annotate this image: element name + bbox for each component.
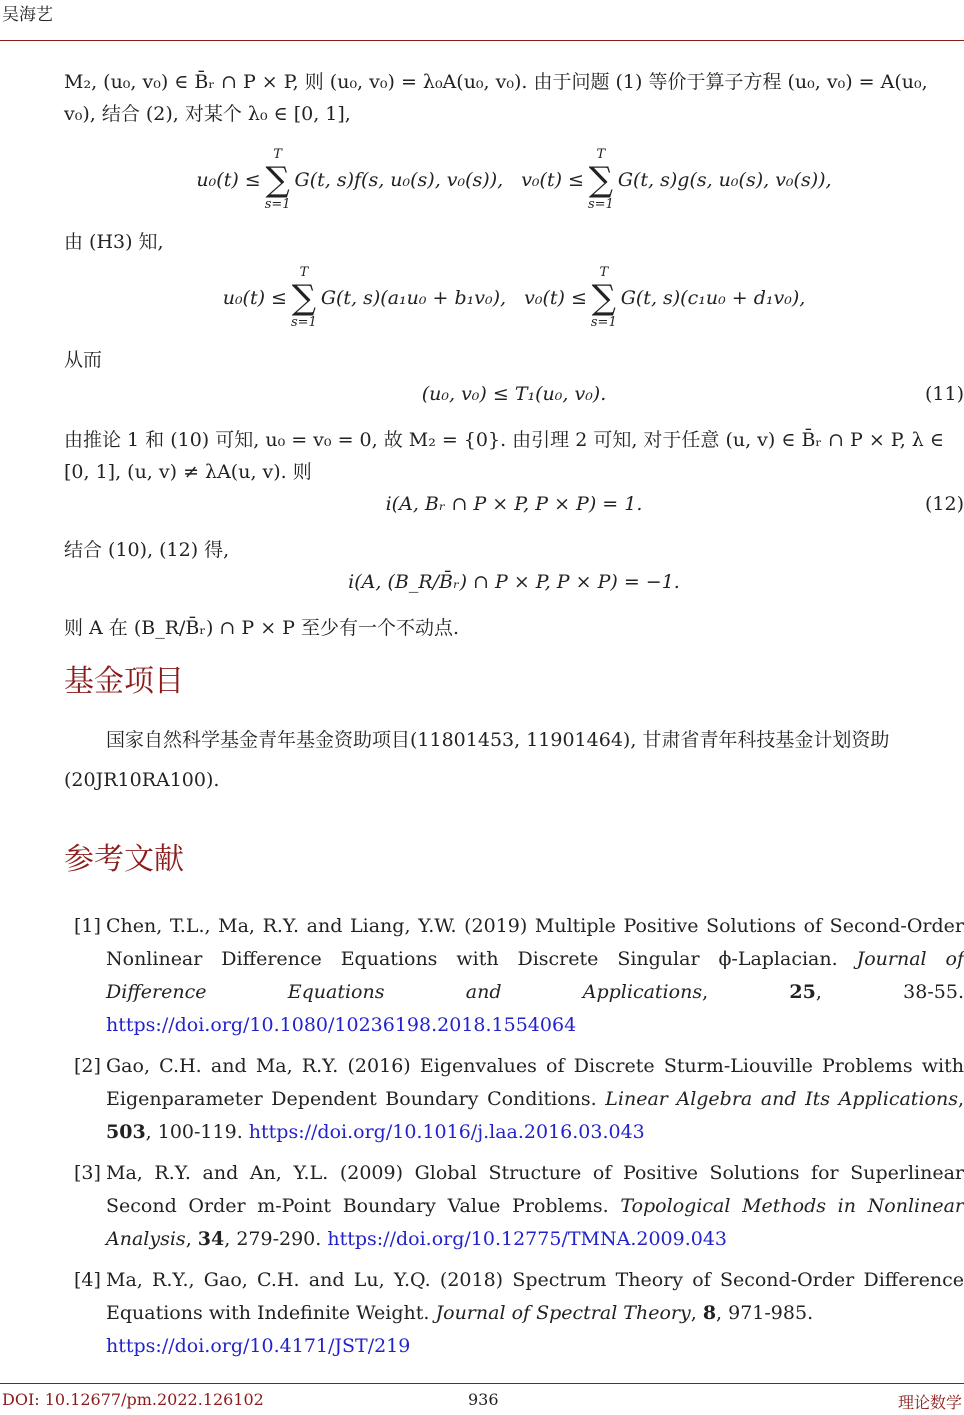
sum-op: ∑ (588, 160, 614, 200)
sum-upper: T (299, 265, 309, 280)
eq2-left-term: G(t, s)(a₁u₀ + b₁v₀), (320, 287, 507, 309)
eq1-right-term: G(t, s)g(s, u₀(s), v₀(s)), (617, 169, 832, 191)
sum-symbol (588, 147, 614, 213)
sum-op: ∑ (265, 160, 290, 200)
paragraph-4: 由推论 1 和 (10) 可知, u₀ = v₀ = 0, 故 M₂ = {0}. 由引理 2 可知, 对于任意 (u, v) ∈ B̄ᵣ ∩ P × P, λ ∈ [0, 1], (u, v) ≠ λA(u, v). 则 (64, 429, 944, 483)
reference-body: Ma, R.Y., Gao, C.H. and Lu, Y.Q. (2018) Spectrum Theory of Second-Order Difference Equations with Indefinite Weight. Journal of Spectral Theory, 8, 971-985. https://doi.org/10.4171/JST/219 (106, 1269, 964, 1357)
footer-journal: 理论数学 (897, 1393, 962, 1412)
reference-pages: , 971-985. (716, 1302, 814, 1324)
reference-index: [4] (74, 1269, 101, 1291)
reference-journal: Linear Algebra and Its Applications (605, 1088, 958, 1110)
eq1-right-lhs: v₀(t) ≤ (521, 169, 584, 191)
reference-text: Ma, R.Y., Gao, C.H. and Lu, Y.Q. (2018) Spectrum Theory of Second-Order Difference Equations with Indefinite Weight. (106, 1269, 964, 1324)
equation-2 (64, 258, 964, 338)
reference-text: Gao, C.H. and Ma, R.Y. (2016) Eigenvalues of Discrete Sturm-Liouville Problems with Eigenparameter Dependent Boundary Conditions. (106, 1055, 964, 1110)
reference-body: Chen, T.L., Ma, R.Y. and Liang, Y.W. (2019) Multiple Positive Solutions of Second-Order Nonlinear Difference Equations with Discrete Singular ϕ-Laplacian. Journal of Difference Equations and Applications, 25, 38-55. https://doi.org/10.1080/10236198.2018.1554064 (106, 915, 964, 1036)
eq2-left (223, 265, 506, 331)
sum-op: ∑ (291, 278, 317, 318)
reference-body: Gao, C.H. and Ma, R.Y. (2016) Eigenvalues of Discrete Sturm-Liouville Problems with Eigenparameter Dependent Boundary Conditions. Linear Algebra and Its Applications, 503, 100-119. https://doi.org/10.1016/j.laa.2016.03.043 (106, 1055, 964, 1143)
reference-doi-link[interactable]: https://doi.org/10.1016/j.laa.2016.03.043 (248, 1121, 645, 1143)
reference-index: [3] (74, 1162, 101, 1184)
reference-item (64, 1157, 964, 1256)
eq11-text: (u₀, v₀) ≤ T₁(u₀, v₀). (421, 383, 607, 405)
eq2-right-lhs: v₀(t) ≤ (524, 287, 587, 309)
eq12-text: i(A, Bᵣ ∩ P × P, P × P) = 1. (385, 493, 643, 515)
paragraph-3: 从而 (64, 349, 103, 371)
reference-list (64, 910, 964, 1363)
sum-lower: s=1 (587, 197, 614, 212)
fund-text: 国家自然科学基金青年基金资助项目(11801453, 11901464), 甘肃省青年科技基金计划资助(20JR10RA100). (64, 729, 890, 791)
reference-volume: 503 (106, 1121, 146, 1143)
reference-index: [1] (74, 915, 101, 937)
page-footer (0, 1383, 964, 1415)
page-header (0, 0, 964, 41)
eq2-right-term: G(t, s)(c₁u₀ + d₁v₀), (620, 287, 806, 309)
paragraph-1: M₂, (u₀, v₀) ∈ B̄ᵣ ∩ P × P, 则 (u₀, v₀) = λ₀A(u₀, v₀). 由于问题 (1) 等价于算子方程 (u₀, v₀) = A(u₀, v₀), 结合 (2), 对某个 λ₀ ∈ [0, 1], (64, 71, 928, 125)
reference-volume: 34 (197, 1228, 225, 1250)
sum-lower: s=1 (590, 315, 617, 330)
fund-heading: 基金项目 (64, 664, 184, 699)
eq1-left-term: G(t, s)f(s, u₀(s), v₀(s)), (294, 169, 504, 191)
eq1-right (521, 147, 831, 213)
sum-symbol (291, 265, 317, 331)
reference-doi-link[interactable]: https://doi.org/10.1080/10236198.2018.1554064 (106, 1014, 577, 1036)
equation-13 (64, 566, 964, 598)
eq2-left-lhs: u₀(t) ≤ (222, 287, 287, 309)
reference-doi-link[interactable]: https://doi.org/10.4171/JST/219 (106, 1335, 411, 1357)
eq13-text: i(A, (B_R/B̄ᵣ) ∩ P × P, P × P) = −1. (348, 571, 680, 593)
reference-body: Ma, R.Y. and An, Y.L. (2009) Global Structure of Positive Solutions for Superlinear Second Order m-Point Boundary Value Problems. Topological Methods in Nonlinear Analysis, 34, 279-290. https://doi.org/10.12775/TMNA.2009.043 (106, 1162, 964, 1250)
reference-index: [2] (74, 1055, 101, 1077)
reference-doi-link[interactable]: https://doi.org/10.12775/TMNA.2009.043 (327, 1228, 728, 1250)
sum-lower: s=1 (264, 197, 291, 212)
reference-pages: , 38-55. (815, 981, 964, 1003)
eq12-number: (12) (924, 493, 964, 515)
sum-lower: s=1 (290, 315, 317, 330)
reference-item (64, 1264, 964, 1363)
eq1-left (196, 147, 503, 213)
reference-pages: , 279-290. (224, 1228, 322, 1250)
reference-item (64, 910, 964, 1042)
reference-pages: , 100-119. (145, 1121, 243, 1143)
reference-item (64, 1050, 964, 1149)
sum-upper: T (596, 147, 606, 162)
sum-upper: T (599, 265, 609, 280)
reference-text: Ma, R.Y. and An, Y.L. (2009) Global Structure of Positive Solutions for Superlinear Second Order m-Point Boundary Value Problems. (106, 1162, 964, 1217)
eq2-right (524, 265, 805, 331)
paragraph-5: 结合 (10), (12) 得, (64, 539, 230, 561)
equation-12 (64, 488, 964, 520)
refs-heading: 参考文献 (64, 842, 184, 877)
paragraph-2: 由 (H3) 知, (64, 231, 164, 253)
reference-text: Chen, T.L., Ma, R.Y. and Liang, Y.W. (2019) Multiple Positive Solutions of Second-Order Nonlinear Difference Equations with Discrete Singular ϕ-Laplacian. (106, 915, 964, 970)
eq11-number: (11) (924, 383, 964, 405)
reference-volume: 8 (702, 1302, 717, 1324)
footer-page-number: 936 (468, 1390, 499, 1409)
footer-doi: DOI: 10.12677/pm.2022.126102 (2, 1390, 264, 1409)
paragraph-6: 则 A 在 (B_R/B̄ᵣ) ∩ P × P 至少有一个不动点. (64, 617, 460, 639)
header-author: 吴海艺 (2, 5, 53, 25)
sum-op: ∑ (591, 278, 616, 318)
reference-journal: Journal of Difference Equations and Applications (106, 948, 964, 1003)
sum-symbol (591, 265, 617, 331)
reference-journal: Journal of Spectral Theory (435, 1302, 691, 1324)
eq1-left-lhs: u₀(t) ≤ (196, 169, 261, 191)
reference-volume: 25 (789, 981, 816, 1003)
equation-11 (64, 378, 964, 410)
sum-symbol (265, 147, 291, 213)
reference-journal: Topological Methods in Nonlinear Analysis (106, 1195, 964, 1250)
page-content (64, 66, 964, 1371)
sum-upper: T (273, 147, 282, 162)
equation-1 (64, 140, 964, 220)
